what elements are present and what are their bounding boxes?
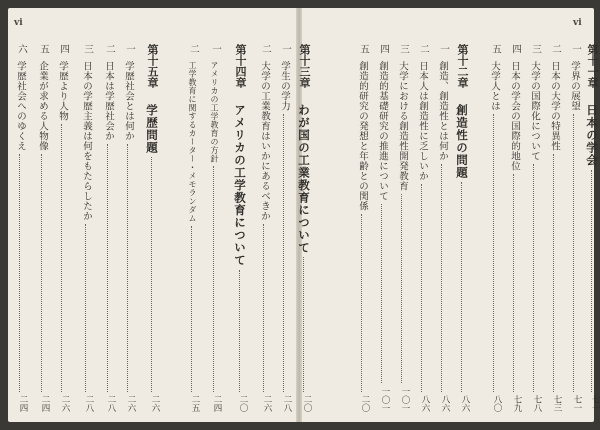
toc-entry-title: 大学の国際化について — [529, 61, 540, 161]
toc-entry-title: 学歴社会とは何か — [123, 61, 134, 141]
toc-entry-page: 二四 — [212, 395, 222, 412]
toc-section-entry — [277, 44, 291, 412]
toc-entry-title: 日本は学歴社会か — [103, 61, 114, 141]
toc-entry-page: 二八 — [106, 395, 116, 412]
dot-leader — [239, 270, 240, 392]
dot-leader — [213, 166, 214, 392]
toc-entry-title: 大学人とは — [489, 61, 500, 111]
toc-section-entry — [507, 44, 521, 412]
toc-entry-page: 七九 — [512, 395, 522, 412]
toc-section-entry — [415, 44, 429, 412]
dot-leader — [191, 226, 192, 392]
toc-section-entry — [101, 44, 115, 412]
toc-entry-title: 創造性の問題 — [455, 104, 469, 179]
dot-leader — [127, 144, 128, 392]
toc-entry-page: 二六 — [150, 395, 160, 412]
toc-entry-title: 学生の学力 — [279, 61, 290, 111]
dot-leader — [19, 154, 20, 392]
dot-leader — [61, 124, 62, 392]
toc-section-entry — [35, 44, 49, 412]
toc-entry-page: 二八 — [282, 395, 292, 412]
toc-entry-page: 二六 — [126, 395, 136, 412]
toc-entry-title: 大学の工業教育はいかにあるべきか — [259, 61, 270, 221]
dot-leader — [441, 164, 442, 392]
dot-leader — [573, 114, 574, 392]
toc-section-entry — [395, 44, 409, 412]
dot-leader — [41, 154, 42, 392]
toc-entry-page: 二六 — [262, 395, 272, 412]
toc-entry-page: 二八 — [84, 395, 94, 412]
toc-entry-number: 四 — [58, 44, 69, 54]
toc-entry-title: 日本人は創造性に乏しいか — [417, 61, 428, 181]
toc-entry-page: 一〇一 — [400, 386, 410, 412]
toc-section-entry — [13, 44, 27, 412]
toc-entry-title: 学歴社会へのゆくえ — [15, 61, 26, 151]
toc-entry-page: 八六 — [420, 395, 430, 412]
toc-entry-title: 創造的基礎研究の推進について — [377, 61, 388, 201]
toc-entry-number: 五 — [358, 44, 369, 54]
toc-entry-page: 七三 — [552, 395, 562, 412]
toc-section-entry — [527, 44, 541, 412]
toc-entry-number: 第十一章 — [586, 44, 599, 88]
toc-entry-number: 第十三章 — [298, 44, 311, 88]
toc-entry-page: 七一 — [590, 395, 600, 412]
toc-section-entry — [55, 44, 69, 412]
toc-entry-page: 二四 — [40, 395, 50, 412]
toc-entry-number: 第十五章 — [146, 44, 159, 88]
toc-entry-title: 学界の展望 — [569, 61, 580, 111]
toc-entry-number: 六 — [16, 44, 27, 54]
toc-entry-page: 八六 — [440, 395, 450, 412]
toc-entry-title: 企業が求める人物像 — [37, 61, 48, 151]
toc-entry-page: 二五 — [190, 395, 200, 412]
toc-entry-number: 一 — [280, 44, 291, 54]
toc-chapter-entry — [233, 44, 247, 412]
dot-leader — [553, 154, 554, 392]
toc-entry-number: 一 — [438, 44, 449, 54]
toc-chapter-entry — [145, 44, 159, 412]
toc-entry-number: 三 — [398, 44, 409, 54]
dot-leader — [381, 204, 382, 383]
toc-entry-number: 三 — [82, 44, 93, 54]
toc-entry-title: 日本の学会の国際的地位 — [509, 61, 520, 171]
toc-entry-title: 大学における創造性開発教育 — [397, 61, 408, 191]
dot-leader — [85, 224, 86, 392]
toc-entry-number: 四 — [510, 44, 521, 54]
toc-section-entry — [375, 44, 389, 412]
dot-leader — [107, 144, 108, 392]
toc-chapter-entry — [585, 44, 599, 412]
toc-entry-page: 二〇 — [302, 395, 312, 412]
toc-chapter-entry — [455, 44, 469, 412]
dot-leader — [361, 214, 362, 392]
toc-entry-title: 創造、創造性とは何か — [437, 61, 448, 161]
toc-entry-page: 一〇一 — [380, 386, 390, 412]
dot-leader — [461, 182, 462, 392]
toc-entry-number: 五 — [490, 44, 501, 54]
toc-entry-number: 二 — [188, 44, 199, 54]
page-number-right: vi — [573, 18, 582, 28]
dot-leader — [303, 257, 304, 392]
page-number-left: vi — [14, 18, 23, 28]
toc-section-entry — [435, 44, 449, 412]
toc-section-entry — [185, 44, 199, 412]
toc-entry-number: 二 — [550, 44, 561, 54]
toc-section-entry — [567, 44, 581, 412]
dot-leader — [533, 164, 534, 392]
toc-entry-title: 日本の大学の特異性 — [549, 61, 560, 151]
toc-entry-title: 学歴問題 — [145, 104, 159, 154]
toc-entry-page: 二四 — [18, 395, 28, 412]
toc-entry-number: 二 — [104, 44, 115, 54]
toc-entry-number: 二 — [260, 44, 271, 54]
toc-entry-title: 日本の学歴主義は何をもたらしたか — [81, 61, 92, 221]
toc-entry-number: 第十二章 — [456, 44, 469, 88]
toc-entry-number: 四 — [378, 44, 389, 54]
toc-entry-number: 第十四章 — [234, 44, 247, 88]
toc-entry-page: 八〇 — [492, 395, 502, 412]
dot-leader — [151, 157, 152, 392]
dot-leader — [493, 114, 494, 392]
toc-entry-number: 五 — [38, 44, 49, 54]
toc-entry-page: 七一 — [572, 395, 582, 412]
toc-entry-number: 一 — [570, 44, 581, 54]
toc-entry-title: 創造的研究の発想と年齢との関係 — [357, 61, 368, 211]
toc-section-entry — [487, 44, 501, 412]
toc-section-entry — [79, 44, 93, 412]
toc-entry-title: 日本の学会 — [585, 104, 599, 167]
toc-entry-page: 二〇 — [360, 395, 370, 412]
toc-entry-title: わが国の工業教育について — [297, 104, 311, 254]
toc-entry-number: 一 — [124, 44, 135, 54]
toc-entry-number: 一 — [210, 44, 221, 54]
toc-section-entry — [121, 44, 135, 412]
toc-entry-number: 三 — [530, 44, 541, 54]
toc-entry-page: 二六 — [60, 395, 70, 412]
dot-leader — [591, 170, 592, 392]
toc-section-entry — [355, 44, 369, 412]
toc-chapter-entry — [297, 44, 311, 412]
toc-entry-title: アメリカの工学教育の方針 — [210, 61, 219, 163]
dot-leader — [513, 174, 514, 392]
toc-section-entry — [257, 44, 271, 412]
dot-leader — [421, 184, 422, 392]
toc-entry-page: 二〇 — [238, 395, 248, 412]
toc-section-entry — [207, 44, 221, 412]
dot-leader — [401, 194, 402, 383]
dot-leader — [283, 114, 284, 392]
toc-entry-title: 工学教育に関するカーター・メモランダム — [188, 61, 197, 223]
toc-entry-title: アメリカの工学教育について — [233, 104, 247, 267]
toc-entry-number: 二 — [418, 44, 429, 54]
toc-section-entry — [547, 44, 561, 412]
toc-entry-page: 八六 — [460, 395, 470, 412]
toc-entry-title: 学歴より人物 — [57, 61, 68, 121]
dot-leader — [263, 224, 264, 392]
toc-entry-page: 七八 — [532, 395, 542, 412]
